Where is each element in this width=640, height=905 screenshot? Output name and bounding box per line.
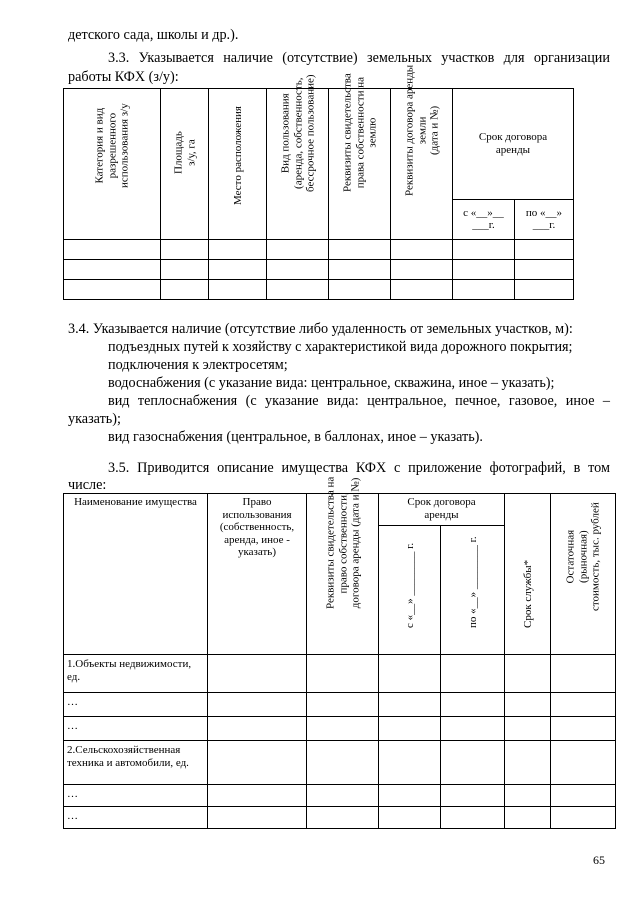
table-row [64,655,616,693]
table-row [64,807,616,829]
col-header-ownership-cert: Реквизиты свидетельства права собственности на землю [329,89,391,240]
row-label: … [64,785,208,807]
table-row [64,240,574,260]
section-3-4-item-electric: подключения к электросетям; [108,357,288,373]
table-row [64,260,574,280]
table-row [64,693,616,717]
col-header-property-name: Наименование имущества [64,494,208,655]
col-header-lease-term: Срок договора аренды [379,494,505,526]
col-header-lease-details: Реквизиты договора аренды земли (дата и №) [391,89,453,240]
col-header-lease-to: по «__» ________ г. [441,526,505,655]
col-header-cert-details: Реквизиты свидетельства на право собственности, договора аренды (дата и №) [307,494,379,655]
col-header-lease-term: Срок договора аренды [453,89,574,200]
section-3-4-heading: 3.4. Указывается наличие (отсутствие либо удаленность от земельных участков, м): [68,321,573,337]
section-3-4-item-water: водоснабжения (с указание вида: центральное, скважина, иное – указать); [108,375,555,391]
col-header-area: Площадь з/у, га [161,89,209,240]
row-label: … [64,693,208,717]
col-header-service-life: Срок службы* [505,494,551,655]
section-3-4-item-heating: вид теплоснабжения (с указание вида: центральное, печное, газовое, иное – [108,393,610,409]
col-header-lease-from: с «__» ________ г. [379,526,441,655]
section-3-4-item-roads: подъездных путей к хозяйству с характеристикой вида дорожного покрытия; [108,339,573,355]
col-header-lease-to: по «__» ___г. [515,199,574,239]
row-label: 2.Сельскохозяйственная техника и автомобили, ед. [64,741,208,785]
row-label: … [64,807,208,829]
text-line-1: детского сада, школы и др.). [68,27,239,43]
section-3-3-heading-cont: работы КФХ (з/у): [68,69,179,85]
row-label: … [64,717,208,741]
table-row [64,741,616,785]
page-number: 65 [593,853,605,867]
section-3-5-heading: 3.5. Приводится описание имущества КФХ с приложение фотографий, в том [108,460,610,476]
col-header-usage-right: Право использования (собственность, аренда, иное - указать) [208,494,307,655]
table-row [64,785,616,807]
table-row [64,717,616,741]
col-header-lease-from: с «__»__ ___г. [453,199,515,239]
row-label: 1.Объекты недвижимости, ед. [64,655,208,693]
col-header-use-type: Вид пользования (аренда, собственность, бессрочное пользование) [267,89,329,240]
table-row [64,280,574,300]
col-header-location: Место расположения [209,89,267,240]
section-3-4-item-gas: вид газоснабжения (центральное, в баллонах, иное – указать). [108,429,483,445]
col-header-category: Категория и вид разрешенного использования з/у [64,89,161,240]
section-3-3-heading: 3.3. Указывается наличие (отсутствие) земельных участков для организации [108,50,610,66]
section-3-4-item-heating-cont: указать); [68,411,121,427]
col-header-residual-value: Остаточная (рыночная) стоимость, тыс. рублей [551,494,616,655]
section-3-5-heading-cont: числе: [68,477,107,493]
